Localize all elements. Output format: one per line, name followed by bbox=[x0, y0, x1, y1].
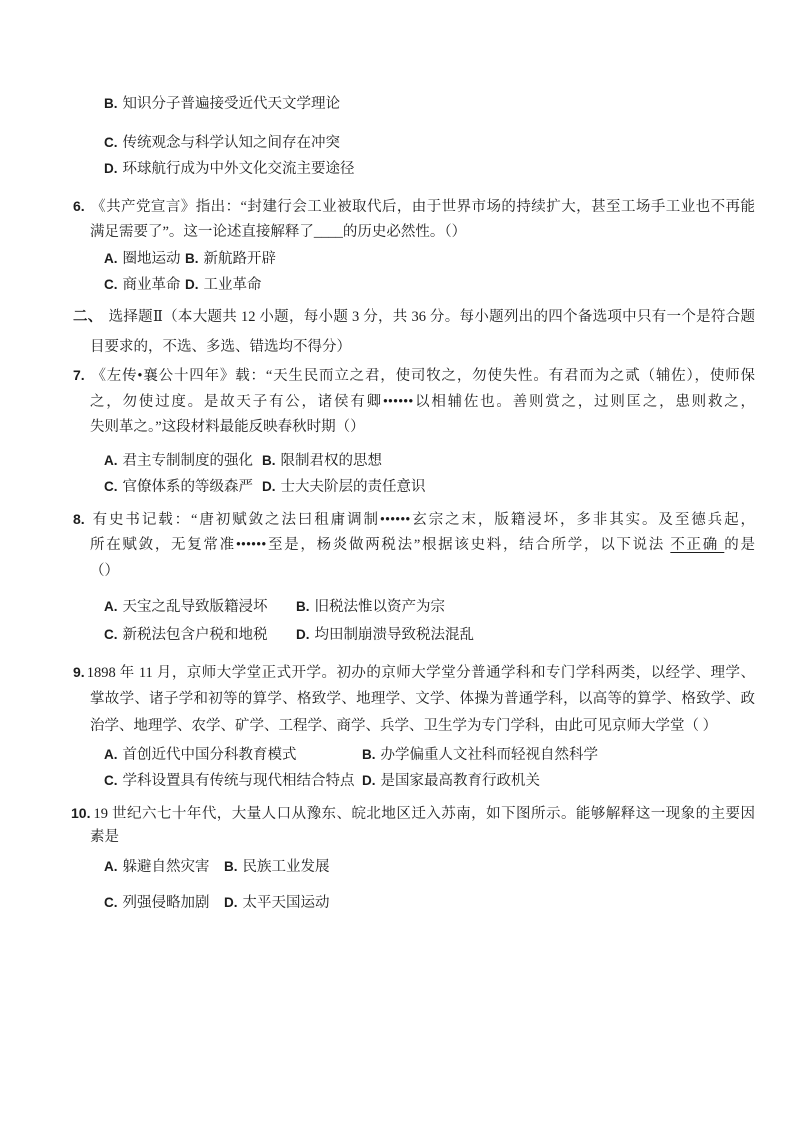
q9-option-b bbox=[362, 744, 598, 766]
option-label: C. bbox=[104, 135, 118, 150]
q9-option-c bbox=[104, 770, 362, 792]
q6-option-d bbox=[185, 274, 262, 296]
q10-line1 bbox=[71, 803, 755, 825]
q8-line3 bbox=[90, 561, 755, 582]
q6-line1 bbox=[73, 196, 755, 218]
question-number: 7. bbox=[73, 367, 85, 383]
q8-option-c bbox=[104, 624, 296, 646]
q9-line1 bbox=[73, 662, 755, 684]
option-text: 新航路开辟 bbox=[203, 251, 276, 267]
option-label: A. bbox=[104, 747, 118, 762]
line-text: 所在赋敛，无复常准••••••至是，杨炎做两税法”根据该史料，结合所学，以下说法 bbox=[90, 537, 671, 553]
option-label: D. bbox=[362, 773, 376, 788]
question-number: 10. bbox=[71, 805, 91, 821]
option-text: 限制君权的思想 bbox=[280, 453, 382, 469]
option-label: A. bbox=[104, 251, 118, 266]
option-label: B. bbox=[296, 599, 310, 614]
option-text: 传统观念与科学认知之间存在冲突 bbox=[122, 135, 340, 151]
option-label: B. bbox=[362, 747, 376, 762]
line-text: （） bbox=[90, 563, 119, 579]
q10-option-b bbox=[224, 856, 330, 878]
option-text: 均田制崩溃导致税法混乱 bbox=[314, 627, 474, 643]
q8-option-b bbox=[296, 596, 445, 618]
option-text: 列强侵略加剧 bbox=[122, 895, 210, 911]
option-text: 官僚体系的等级森严 bbox=[122, 479, 253, 495]
option-text: 躲避自然灾害 bbox=[122, 859, 210, 875]
q6-line2 bbox=[90, 222, 755, 243]
option-text: 是国家最高教育行政机关 bbox=[380, 773, 540, 789]
option-label: A. bbox=[104, 599, 118, 614]
q6-options-cd bbox=[104, 274, 800, 296]
line-text: 素是 bbox=[90, 829, 119, 845]
option-label: B. bbox=[185, 251, 199, 266]
line-text: 目要求的，不选、多选、错选均不得分） bbox=[90, 339, 351, 355]
line-text: 满足需要了”。这一论述直接解释了____的历史必然性。（） bbox=[90, 224, 467, 240]
q6-options-ab bbox=[104, 248, 800, 270]
option-label: C. bbox=[104, 627, 118, 642]
option-text: 太平天国运动 bbox=[242, 895, 330, 911]
section2-header-line1 bbox=[73, 307, 755, 328]
carryover-option-b bbox=[104, 93, 800, 115]
q7-option-d bbox=[262, 476, 426, 498]
q9-line2 bbox=[90, 689, 755, 710]
q8-options-ab bbox=[104, 596, 800, 618]
underlined-term: 不正确 bbox=[670, 537, 725, 553]
q8-options-cd bbox=[104, 624, 800, 646]
option-text: 圈地运动 bbox=[122, 251, 181, 267]
option-label: D. bbox=[185, 277, 199, 292]
option-text: 新税法包含户税和地税 bbox=[122, 627, 268, 643]
option-text: 士大夫阶层的责任意识 bbox=[280, 479, 426, 495]
question-number: 9. bbox=[73, 664, 85, 680]
q8-option-a bbox=[104, 596, 296, 618]
q8-line1 bbox=[73, 509, 755, 531]
line-text: 掌故学、诸子学和初等的算学、格致学、地理学、文学、体操为普通学科，以高等的算学、格致学、政 bbox=[90, 691, 755, 707]
q9-line3 bbox=[90, 716, 755, 737]
option-text: 商业革命 bbox=[122, 277, 181, 293]
line-text: 《左传•襄公十四年》载：“天生民而立之君，使司牧之，勿使失性。有君而为之贰（辅佐），使师保 bbox=[90, 368, 755, 384]
line-text: 之，勿使过度。是故天子有公，诸侯有卿••••••以相辅佐也。善则赏之，过则匡之，患则救之， bbox=[90, 394, 755, 410]
q6-option-c bbox=[104, 274, 185, 296]
option-text: 君主专制制度的强化 bbox=[122, 453, 253, 469]
q7-option-a bbox=[104, 450, 262, 472]
option-label: B. bbox=[104, 96, 118, 111]
question-number: 8. bbox=[73, 511, 85, 527]
q6-option-a bbox=[104, 248, 185, 270]
line-text: 1898 年 11 月，京师大学堂正式开学。初办的京师大学堂分普通学科和专门学科两类，以经学、理学、 bbox=[86, 665, 755, 681]
q9-options-cd bbox=[104, 770, 800, 792]
q7-options-ab bbox=[104, 450, 800, 472]
q9-option-a bbox=[104, 744, 362, 766]
line-text: 有史书记载：“唐初赋敛之法曰租庸调制••••••玄宗之末，版籍浸坏，多非其实。及至德兵起， bbox=[90, 512, 755, 528]
q8-line2 bbox=[90, 535, 755, 556]
option-text: 办学偏重人文社科而轻视自然科学 bbox=[380, 747, 598, 763]
line-text: 失则革之。”这段材料最能反映春秋时期（） bbox=[90, 419, 365, 435]
q7-option-c bbox=[104, 476, 262, 498]
line-text: 《共产党宣言》指出：“封建行会工业被取代后，由于世界市场的持续扩大，甚至工场手工业也不再能 bbox=[90, 199, 755, 215]
q8-option-d bbox=[296, 624, 474, 646]
q10-options-cd bbox=[104, 892, 800, 914]
carryover-option-d bbox=[104, 158, 800, 180]
option-text: 民族工业发展 bbox=[242, 859, 330, 875]
q10-option-a bbox=[104, 856, 224, 878]
option-label: D. bbox=[104, 161, 118, 176]
q9-option-d bbox=[362, 770, 540, 792]
option-text: 学科设置具有传统与现代相结合特点 bbox=[122, 773, 355, 789]
option-text: 环球航行成为中外文化交流主要途径 bbox=[122, 161, 355, 177]
option-label: D. bbox=[224, 895, 238, 910]
q7-option-b bbox=[262, 450, 382, 472]
line-text: 的是 bbox=[724, 537, 756, 553]
option-label: A. bbox=[104, 453, 118, 468]
question-number: 6. bbox=[73, 198, 85, 214]
option-label: B. bbox=[262, 453, 276, 468]
option-text: 天宝之乱导致版籍浸坏 bbox=[122, 599, 268, 615]
option-label: C. bbox=[104, 479, 118, 494]
option-label: D. bbox=[262, 479, 276, 494]
q7-line1 bbox=[73, 365, 755, 387]
option-label: B. bbox=[224, 859, 238, 874]
line-text: 19 世纪六七十年代，大量人口从豫东、皖北地区迁入苏南，如下图所示。能够解释这一现象的主要因 bbox=[93, 806, 755, 822]
q9-options-ab bbox=[104, 744, 800, 766]
option-label: D. bbox=[296, 627, 310, 642]
q10-options-ab bbox=[104, 856, 800, 878]
q10-option-c bbox=[104, 892, 224, 914]
q10-line2 bbox=[90, 827, 755, 848]
q10-option-d bbox=[224, 892, 330, 914]
option-label: A. bbox=[104, 859, 118, 874]
option-text: 工业革命 bbox=[203, 277, 262, 293]
carryover-option-c bbox=[104, 132, 800, 154]
option-text: 知识分子普遍接受近代天文学理论 bbox=[122, 96, 340, 112]
line-text: 治学、地理学、农学、矿学、工程学、商学、兵学、卫生学为专门学科，由此可见京师大学堂（ ） bbox=[90, 718, 718, 734]
option-label: C. bbox=[104, 277, 118, 292]
option-label: C. bbox=[104, 895, 118, 910]
option-label: C. bbox=[104, 773, 118, 788]
option-text: 首创近代中国分科教育模式 bbox=[122, 747, 297, 763]
q7-line2 bbox=[90, 392, 755, 413]
option-text: 旧税法惟以资产为宗 bbox=[314, 599, 445, 615]
q7-options-cd bbox=[104, 476, 800, 498]
q7-line3 bbox=[90, 417, 755, 438]
section2-header-line2 bbox=[90, 337, 755, 358]
line-text: 选择题Ⅱ（本大题共 12 小题，每小题 3 分，共 36 分。每小题列出的四个备选项中只有一个是符合题 bbox=[108, 309, 756, 325]
q6-option-b bbox=[185, 248, 276, 270]
section-number: 二、 bbox=[73, 309, 103, 325]
